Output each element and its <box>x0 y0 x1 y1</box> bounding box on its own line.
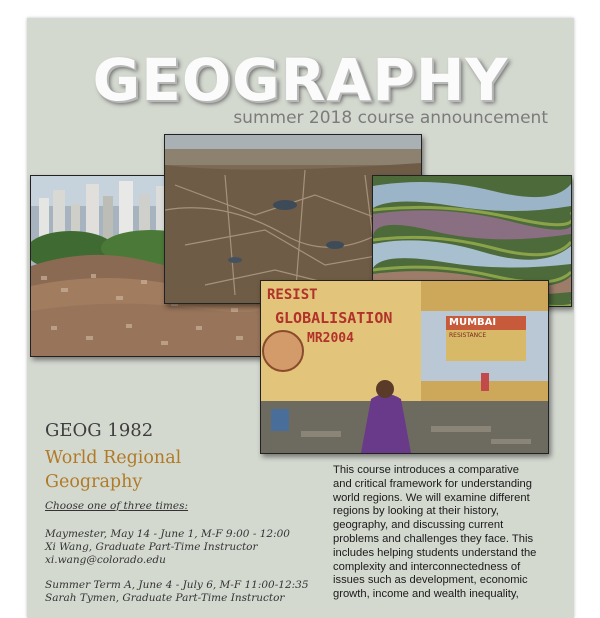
course-name <box>45 446 245 494</box>
course-description <box>333 464 559 602</box>
poster-subtitle: summer 2018 course announcement <box>233 108 548 128</box>
resist-wall-text-1: RESIST <box>267 287 318 303</box>
session-instructor: Xi Wang, Graduate Part-Time Instructor <box>45 541 258 553</box>
resist-wall-text-2: GLOBALISATION <box>275 309 393 327</box>
description-line: growth, income and wealth inequality, <box>333 588 519 601</box>
description-line: and critical framework for understanding <box>333 477 532 490</box>
description-line: problems and challenges they face. This <box>333 532 534 545</box>
description-line: issues such as development, economic <box>333 574 528 587</box>
resist-globalisation-photo <box>260 280 549 454</box>
mumbai-sign: MUMBAI <box>449 317 497 328</box>
course-poster <box>27 18 574 618</box>
course-code: GEOG 1982 <box>45 420 154 441</box>
description-line: includes helping students understand the <box>333 546 537 559</box>
session-summer-term-a <box>45 579 309 605</box>
choose-times-label: Choose one of three times: <box>45 500 189 512</box>
session-email: xi.wang@colorado.edu <box>45 554 166 566</box>
description-line: This course introduces a comparative <box>333 464 519 476</box>
session-when: Summer Term A, June 4 - July 6, M-F 11:00-12:35 <box>45 579 309 591</box>
mumbai-sign-sub: RESISTANCE <box>449 332 487 339</box>
session-instructor: Sarah Tymen, Graduate Part-Time Instructor <box>45 592 285 604</box>
resist-wall-text-3: MR2004 <box>307 331 354 346</box>
description-line: geography, and discussing current <box>333 519 504 532</box>
course-name-line-2: Geography <box>45 472 143 492</box>
session-when: Maymester, May 14 - June 1, M-F 9:00 - 12:00 <box>45 528 290 540</box>
session-maymester <box>45 528 290 567</box>
description-line: regions by looking at their history, <box>333 505 499 518</box>
poster-title: GEOGRAPHY <box>92 46 509 114</box>
description-line: world regions. We will examine different <box>333 491 530 504</box>
course-name-line-1: World Regional <box>45 448 182 468</box>
description-line: complexity and interconnectedness of <box>333 560 521 573</box>
